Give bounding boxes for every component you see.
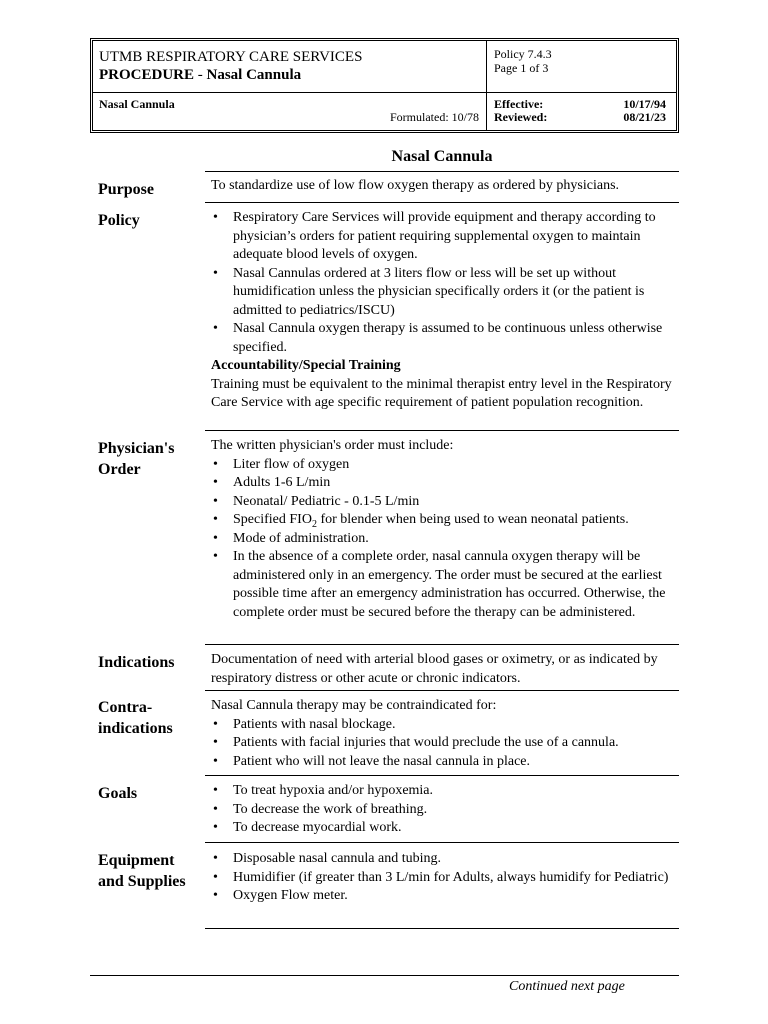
fio2-subscript: 2 <box>311 518 317 530</box>
header-divider-horizontal <box>93 92 676 93</box>
effective-date: 10/17/94 <box>623 97 666 111</box>
header-divider-vertical <box>486 41 487 130</box>
policy-list <box>211 209 673 357</box>
contraindications-content <box>211 697 673 771</box>
equipment-label-line1: Equipment <box>98 852 175 869</box>
effective-label: Effective: <box>494 97 544 111</box>
list-item: • In the absence of a complete order, nasal cannula oxygen therapy will be administered only in an emergency. The order must be secured at the earliest possible time after an emergency administration has occurred. Otherwise, the complete order must be secured before the therapy can be administered. <box>211 548 673 622</box>
section-divider <box>205 690 679 691</box>
equipment-label-line2: and Supplies <box>98 873 186 890</box>
section-divider <box>205 171 679 172</box>
policy-number: Policy 7.4.3 <box>494 47 552 61</box>
contra-label-line2: indications <box>98 720 173 737</box>
footer-divider <box>90 975 679 976</box>
reviewed-label: Reviewed: <box>494 110 548 124</box>
purpose-label: Purpose <box>98 181 154 198</box>
list-item: • Patients with nasal blockage. <box>211 716 673 735</box>
list-item: • Nasal Cannula oxygen therapy is assumed to be continuous unless otherwise specified. <box>211 320 673 357</box>
page-title: Nasal Cannula <box>391 148 493 165</box>
purpose-text: To standardize use of low flow oxygen therapy as ordered by physicians. <box>211 178 620 193</box>
subject: Nasal Cannula <box>99 97 175 111</box>
section-divider <box>205 644 679 645</box>
contraindications-label <box>98 697 206 739</box>
goals-label: Goals <box>98 785 138 802</box>
indications-text: Documentation of need with arterial blood gases or oximetry, or as indicated by respiratory distress or other acute or chronic indicators. <box>211 652 658 686</box>
goals-content <box>211 782 673 838</box>
procedure-prefix: PROCEDURE <box>99 67 195 83</box>
equipment-list <box>211 850 673 906</box>
contra-intro: Nasal Cannula therapy may be contraindicated for: <box>211 698 497 713</box>
document-header <box>90 38 679 133</box>
procedure-title <box>99 66 301 84</box>
policy-label: Policy <box>98 212 140 229</box>
list-item: • To treat hypoxia and/or hypoxemia. <box>211 782 673 801</box>
fio2-post: for blender when being used to wean neonatal patients. <box>316 512 629 527</box>
reviewed-date: 08/21/23 <box>623 110 666 124</box>
equipment-label <box>98 850 206 892</box>
section-divider <box>205 928 679 929</box>
orders-label-line1: Physician's <box>98 440 175 457</box>
list-item: • To decrease myocardial work. <box>211 819 673 838</box>
fio2-pre: Specified FIO <box>233 512 312 527</box>
orders-list <box>211 456 673 623</box>
organization-name: UTMB RESPIRATORY CARE SERVICES <box>99 49 363 65</box>
orders-label <box>98 438 206 480</box>
orders-intro: The written physician's order must include: <box>211 438 454 453</box>
list-item: • Oxygen Flow meter. <box>211 887 673 906</box>
contra-label-line1: Contra- <box>98 699 153 716</box>
section-divider <box>205 842 679 843</box>
equipment-content <box>211 850 673 906</box>
purpose-content <box>211 177 673 196</box>
continued-note: Continued next page <box>509 979 625 994</box>
list-item-fio2 <box>211 511 673 530</box>
training-text: Training must be equivalent to the minimal therapist entry level in the Respiratory Care Service with age specific requirement of patient population recognition. <box>211 376 672 410</box>
list-item: • Respiratory Care Services will provide equipment and therapy according to physician’s orders for patient requiring supplemental oxygen to maintain adequate blood levels of oxygen. <box>211 209 673 265</box>
list-item: • Nasal Cannulas ordered at 3 liters flow or less will be set up without humidification unless the physician specifically orders it (or the patient is admitted to pediatrics/ISCU) <box>211 265 673 321</box>
procedure-separator: - <box>194 67 207 83</box>
contra-list <box>211 716 673 772</box>
list-item: • Mode of administration. <box>211 530 673 549</box>
section-divider <box>205 202 679 203</box>
procedure-name: Nasal Cannula <box>206 67 302 83</box>
section-divider <box>205 430 679 431</box>
list-item: • Disposable nasal cannula and tubing. <box>211 850 673 869</box>
training-heading: Accountability/Special Training <box>211 358 401 373</box>
orders-content <box>211 437 673 622</box>
orders-label-line2: Order <box>98 461 141 478</box>
page-number: Page 1 of 3 <box>494 61 549 75</box>
list-item: • Patient who will not leave the nasal cannula in place. <box>211 753 673 772</box>
goals-list <box>211 782 673 838</box>
list-item: • Patients with facial injuries that would preclude the use of a cannula. <box>211 734 673 753</box>
list-item: • To decrease the work of breathing. <box>211 801 673 820</box>
indications-label: Indications <box>98 654 175 671</box>
indications-content <box>211 651 673 688</box>
list-item: • Liter flow of oxygen <box>211 456 673 475</box>
list-item: • Humidifier (if greater than 3 L/min for Adults, always humidify for Pediatric) <box>211 869 673 888</box>
section-divider <box>205 775 679 776</box>
formulated-date: Formulated: 10/78 <box>390 110 479 124</box>
list-item: • Neonatal/ Pediatric - 0.1-5 L/min <box>211 493 673 512</box>
policy-content <box>211 209 673 413</box>
list-item: • Adults 1-6 L/min <box>211 474 673 493</box>
